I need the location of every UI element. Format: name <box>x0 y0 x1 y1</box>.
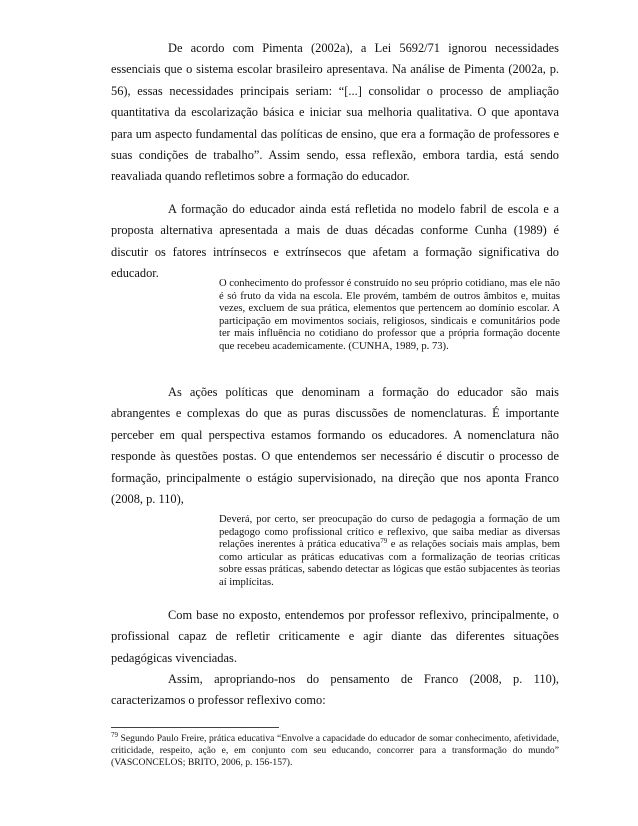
block-quote <box>219 514 560 590</box>
footnote <box>111 733 559 770</box>
footnote-text: Segundo Paulo Freire, prática educativa “Envolve a capacidade do educador de somar conhecimento, afetividade, criticidade, respeito, ação e, em conjunto com seu educando, concorrer para a transformação do mundo” (VASCONCELOS; BRITO, 2006, p. 156-157). <box>111 733 559 769</box>
quote-text: e as relações sociais mais amplas, bem como articular as práticas educativas com a formalização de teorias críticas sobre essas práticas, sabendo detectar as lógicas que estão subjacentes às teorias aí implícitas. <box>219 539 561 588</box>
paragraph: As ações políticas que denominam a formação do educador são mais abrangentes e complexas do que as puras discussões de nomenclaturas. É importante perceber em qual perspectiva estamos formando os educadores. A nomenclatura não responde às questões postas. O que entendemos ser necessário é discutir o processo de formação, principalmente o estágio supervisionado, na direção que nos aponta Franco (2008, p. 110), <box>111 385 559 507</box>
paragraph: De acordo com Pimenta (2002a), a Lei 5692/71 ignorou necessidades essenciais que o sistema escolar brasileiro apresentava. Na análise de Pimenta (2002a, p. 56), essas necessidades principais seriam: “[...] consolidar o processo de ampliação quantitativa da escolarização básica e iniciar sua melhoria qualitativa. O que apontava para um aspecto fundamental das políticas de ensino, que era a formação de professores e suas condições de trabalho”. Assim sendo, essa reflexão, embora tardia, está sendo reavaliada quando refletimos sobre a formação do educador. <box>111 41 559 184</box>
footnote-reference: 79 <box>380 537 388 546</box>
paragraph: Assim, apropriando-nos do pensamento de Franco (2008, p. 110), caracterizamos o professor reflexivo como: <box>111 672 559 708</box>
block-quote: O conhecimento do professor é construído no seu próprio cotidiano, mas ele não é só fruto da vida na escola. Ele provém, também de outros âmbitos e, muitas vezes, excluem de sua prática, elementos que pertencem ao domínio escolar. A participação em movimentos sociais, religiosos, sindicais e comunitários pode ter mais influência no cotidiano do professor que a própria formação docente que recebeu academicamente. (CUNHA, 1989, p. 73). <box>219 278 560 352</box>
footnote-marker: 79 <box>111 731 118 739</box>
quote-text: Deverá, por certo, ser preocupação do curso de pedagogia a formação de um pedagogo como profissional crítico e reflexivo, que saiba mediar as diversas relações inerentes à prática educativa <box>219 514 560 551</box>
footnote-divider <box>111 727 279 728</box>
paragraph: Com base no exposto, entendemos por professor reflexivo, principalmente, o profissional capaz de refletir criticamente e agir diante das diferentes situações pedagógicas vivenciadas. <box>111 608 559 665</box>
paragraph: A formação do educador ainda está refletida no modelo fabril de escola e a proposta alternativa apresentada a mais de duas décadas conforme Cunha (1989) é discutir os fatores intrínsecos e extrínsecos que afetam a formação significativa do educador. <box>111 202 559 281</box>
